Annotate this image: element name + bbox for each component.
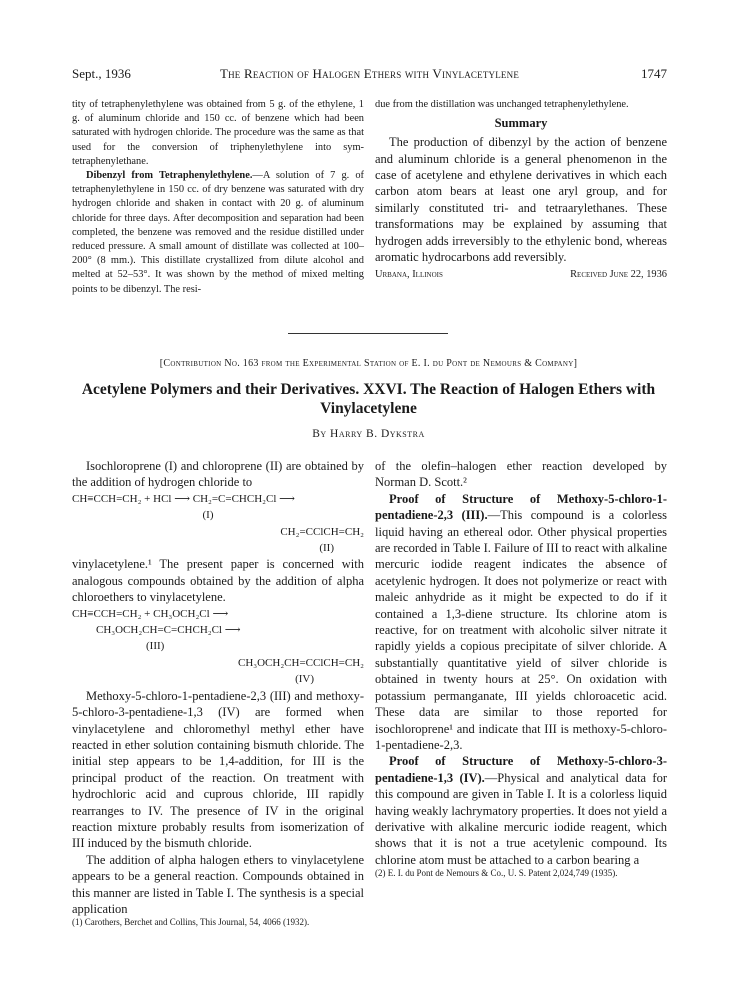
- header-date: Sept., 1936: [72, 66, 131, 81]
- summary-heading: Summary: [494, 116, 548, 131]
- footnote: (2) E. I. du Pont de Nemours & Co., U. S. Patent 2,024,749 (1935).: [375, 868, 618, 879]
- paragraph: due from the distillation was unchanged tetraphenylethylene.: [375, 99, 629, 110]
- paragraph: Methoxy-5-chloro-1-pentadiene-2,3 (III) and methoxy-5-chloro-3-pentadiene-1,3 (IV) are formed when vinylacetylene and chloromethyl methyl ether have reacted in ether solution containing bismuth chloride. The initial step appears to be 1,4-addition, for III is the principal product of the reaction. On treatment with hydrochloric acid and cuprous chloride, III rapidly rearranges to IV. The presence of IV in the original reaction mixture probably results from isomerization of III induced by the bismuth chloride.: [72, 688, 364, 851]
- contribution-line: [Contribution No. 163 from the Experimental Station of E. I. du Pont de Nemours & Company]: [159, 358, 578, 369]
- location: Urbana, Illinois: [375, 269, 443, 281]
- received-date: Received June 22, 1936: [570, 269, 667, 281]
- section-heading: Dibenzyl from Tetraphenylethylene.: [86, 170, 253, 182]
- paragraph: Dibenzyl from Tetraphenylethylene.—A solution of 7 g. of tetraphenylethylene in 150 cc. of dry benzene was saturated with dry hydrogen chloride and shaken in contact with 20 g. of aluminum chloride for three days. After decomposition and separation had been completed, the benzene was removed and the residue distilled under reduced pressure. A small amount of distillate was collected at 100–200° (8 mm.). This distillate crystallized from dilute alcohol and melted at 52–53°. It was shown by the method of mixed melting points to be dibenzyl. The resi-: [72, 170, 365, 295]
- paragraph: tity of tetraphenylethylene was obtained from 5 g. of the ethylene, 1 g. of aluminum chloride and 150 cc. of benzene which had been saturated with hydrogen chloride. The procedure was the same as that used for the conversion of triphenylethylene into sym-tetraphenylethane.: [72, 99, 364, 167]
- equation-label: (IV): [295, 673, 314, 686]
- equation: CH≡CCH=CH₂ + CH₃OCH₂Cl ⟶: [72, 607, 229, 620]
- equation: CH₃OCH₂CH=C=CHCH₂Cl ⟶: [96, 624, 241, 637]
- left-column: [72, 458, 364, 928]
- paragraph: of the olefin–halogen ether reaction developed by Norman D. Scott.²: [375, 459, 667, 490]
- equation: CH≡CCH=CH₂ + HCl ⟶ CH₂=C=CHCH₂Cl ⟶: [72, 492, 295, 505]
- section-heading: Proof of Structure of Methoxy-5-chloro-1-pentadiene-2,3 (III).: [375, 491, 667, 523]
- paragraph: vinylacetylene.¹ The present paper is concerned with analogous compounds obtained by the addition of alpha chloroethers to vinylacetylene.: [72, 557, 364, 605]
- section-heading: Proof of Structure of Methoxy-5-chloro-3-pentadiene-1,3 (IV).: [375, 754, 667, 785]
- running-header: [72, 66, 667, 82]
- equation: CH₃OCH₂CH=CClCH=CH₂: [238, 656, 364, 669]
- signoff: [375, 269, 667, 280]
- equation-label: (I): [202, 509, 214, 522]
- header-title: The Reaction of Halogen Ethers with Vinylacetylene: [219, 66, 520, 81]
- byline: By Harry B. Dykstra: [312, 428, 425, 440]
- right-column: [375, 458, 667, 879]
- paragraph: Proof of Structure of Methoxy-5-chloro-3-pentadiene-1,3 (IV).—Physical and analytical data for this compound are given in Table I. It is a colorless liquid having weakly lachrymatory properties. It does not yield a derivative with alkaline mercuric iodide reagent, which shows that it is not a true acetylenic compound. Its chlorine atom must be attached to a carbon bearing a: [375, 754, 667, 867]
- equation-label: (II): [319, 542, 334, 555]
- equation-label: (III): [146, 640, 165, 653]
- page-number: 1747: [641, 66, 667, 81]
- equation: CH₂=CClCH=CH₂: [280, 525, 364, 538]
- summary-paragraph: The production of dibenzyl by the action of benzene and aluminum chloride is a general phenomenon in the case of acetylene and ethylene derivatives in which each carbon atom bears at least one aryl group, and for similarly constituted tri- and tetraarylethanes. These transformations may be explained by assuming that hydrogen adds irreversibly to the ethylenic bond, whereas aromatic hydrocarbons add reversibly.: [375, 135, 667, 265]
- top-left-column: [72, 98, 364, 297]
- top-right-column: [375, 98, 667, 280]
- divider: [288, 333, 448, 334]
- paragraph: Isochloroprene (I) and chloroprene (II) are obtained by the addition of hydrogen chloride to: [72, 459, 364, 490]
- article-title: Acetylene Polymers and their Derivatives. XXVI. The Reaction of Halogen Ethers with Vinylacetylene: [81, 381, 656, 417]
- paragraph: Proof of Structure of Methoxy-5-chloro-1-pentadiene-2,3 (III).—This compound is a colorless liquid having an ethereal odor. Other physical properties are recorded in Table I. Failure of III to react with alkaline mercuric iodide reagent indicates the absence of acetylenic hydrogen. It does not polymerize or react with maleic anhydride as it might be expected to do if it contained a 1,3-diene structure. Its chlorine atom is reactive, for on treatment with alcoholic silver nitrate it rapidly yields a copious precipitate of silver chloride. A substantially quantitative yield of silver chloride is obtained in twenty hours at 25°. On oxidation with potassium permanganate, III yields chloroacetic acid. These data are similar to those reported for isochloroprene¹ and indicate that III is methoxy-5-chloro-1-pentadiene-2,3.: [375, 491, 667, 752]
- footnote: (1) Carothers, Berchet and Collins, This Journal, 54, 4066 (1932).: [72, 917, 310, 928]
- paragraph: The addition of alpha halogen ethers to vinylacetylene appears to be a general reaction. Compounds obtained in this manner are listed in Table I. The synthesis is a special application: [72, 852, 364, 916]
